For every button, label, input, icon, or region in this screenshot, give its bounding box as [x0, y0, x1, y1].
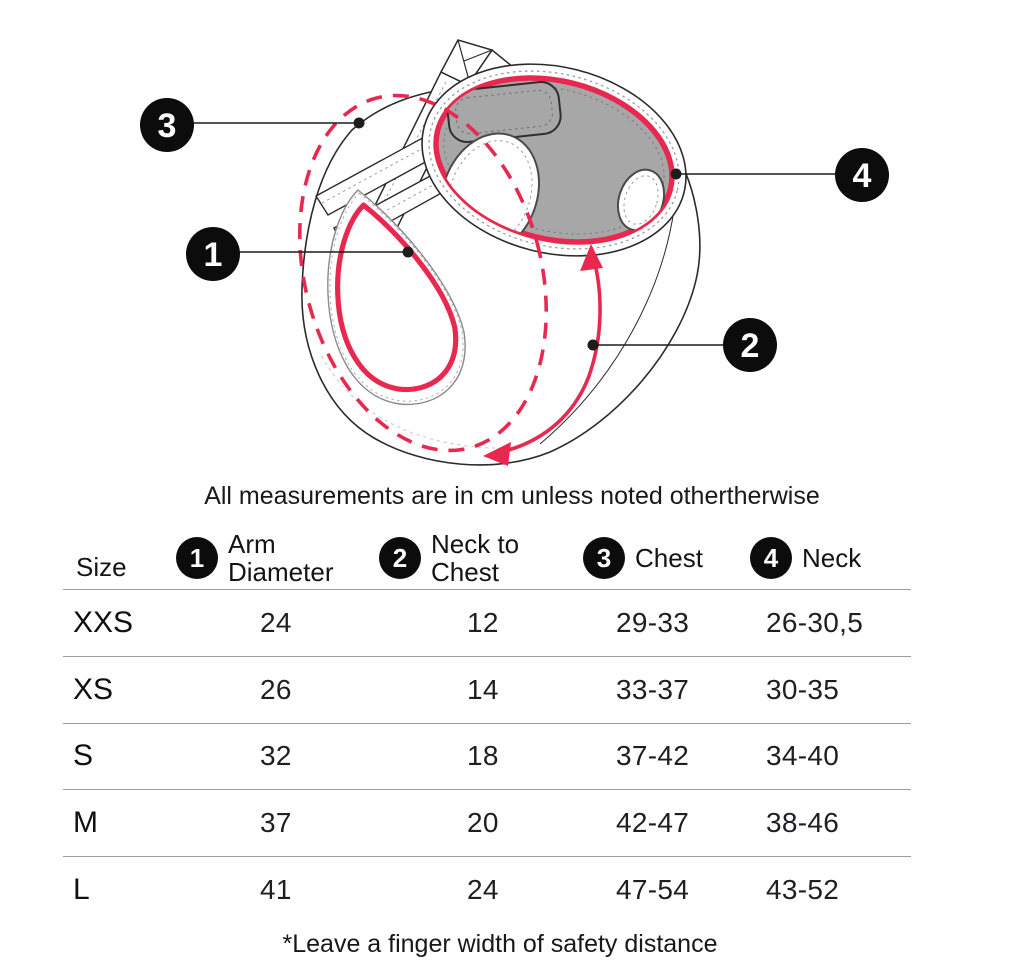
column-label-neck-to-chest: Neck to Chest [431, 529, 520, 587]
callout-1 [186, 227, 240, 281]
arm-diameter-value: 41 [260, 874, 292, 905]
chest-value: 42-47 [616, 807, 690, 838]
column-label-arm-diameter: Arm Diameter [228, 529, 334, 587]
column-label-neck: Neck [802, 543, 862, 573]
chest-value: 47-54 [616, 874, 690, 905]
column-header-size: Size [76, 552, 127, 582]
callout-4 [835, 148, 889, 202]
harness-measurement-diagram [0, 0, 1024, 470]
callout-2 [723, 318, 777, 372]
chest-value: 37-42 [616, 740, 690, 771]
column-badge-2: 2 [379, 537, 421, 579]
safety-footnote: *Leave a finger width of safety distance [282, 930, 718, 958]
table-row-xxs [63, 590, 912, 656]
size-label: XS [73, 673, 114, 706]
arm-diameter-value: 26 [260, 674, 292, 705]
table-row-l [63, 857, 912, 923]
chest-value: 33-37 [616, 674, 690, 705]
table-row-s [63, 723, 912, 789]
size-label: M [73, 806, 98, 839]
size-label: S [73, 739, 94, 772]
svg-text:2: 2 [740, 327, 760, 365]
neck-value: 34-40 [766, 740, 840, 771]
neck-to-chest-value: 20 [467, 807, 499, 838]
arm-diameter-value: 32 [260, 740, 292, 771]
svg-text:4: 4 [852, 157, 872, 195]
table-row-xs [63, 657, 912, 723]
units-caption: All measurements are in cm unless noted othertherwise [204, 482, 820, 510]
neck-to-chest-value: 18 [467, 740, 499, 771]
size-label: L [73, 873, 90, 906]
size-label: XXS [73, 606, 134, 639]
neck-value: 43-52 [766, 874, 840, 905]
table-row-m [63, 790, 912, 856]
svg-text:1: 1 [203, 236, 223, 274]
column-badge-4: 4 [750, 537, 792, 579]
column-header-neck-to-chest [379, 529, 535, 587]
callout-3 [140, 98, 194, 152]
column-badge-1: 1 [176, 537, 218, 579]
neck-value: 26-30,5 [766, 607, 864, 638]
svg-text:3: 3 [157, 107, 177, 145]
neck-to-chest-value: 14 [467, 674, 499, 705]
arm-diameter-value: 37 [260, 807, 292, 838]
column-badge-3: 3 [583, 537, 625, 579]
neck-value: 38-46 [766, 807, 840, 838]
neck-to-chest-value: 12 [467, 607, 499, 638]
neck-value: 30-35 [766, 674, 840, 705]
column-header-chest [583, 536, 703, 580]
column-header-neck [750, 536, 861, 580]
arm-diameter-value: 24 [260, 607, 292, 638]
column-header-arm-diameter [176, 529, 346, 587]
column-label-chest: Chest [635, 543, 703, 573]
neck-to-chest-value: 24 [467, 874, 499, 905]
chest-value: 29-33 [616, 607, 690, 638]
